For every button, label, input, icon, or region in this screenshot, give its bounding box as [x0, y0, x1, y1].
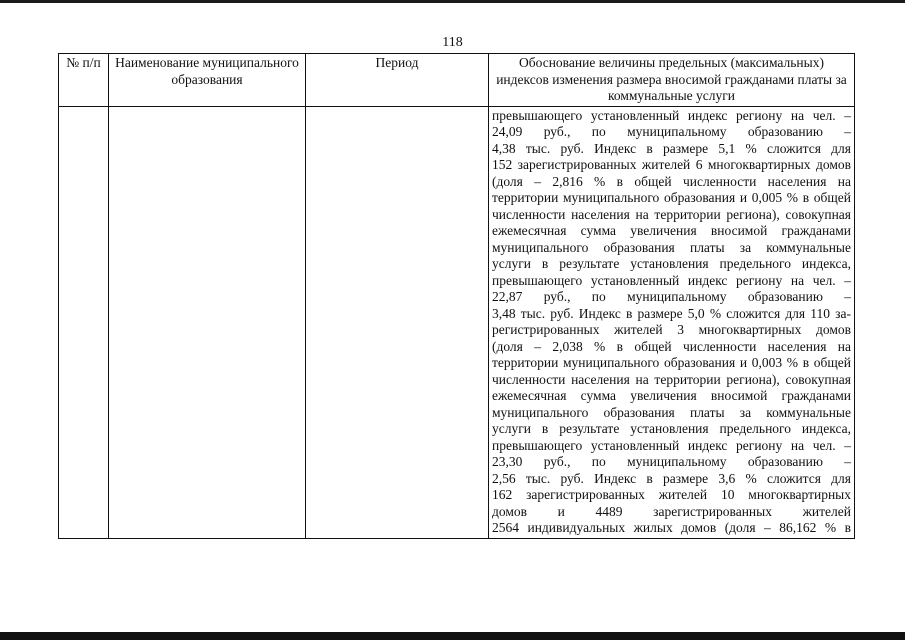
text-line: превышающего установленный индекс региону на чел. –	[492, 272, 851, 288]
table-header-row	[59, 54, 855, 107]
cell-period	[306, 106, 489, 538]
text-line: 4,38 тыс. руб. Индекс в размере 5,1 % сложится для	[492, 140, 851, 156]
text-line: 24,09 руб., по муниципальному образованию –	[492, 124, 851, 139]
text-line: 2,56 тыс. руб. Индекс в размере 3,6 % сложится для	[492, 470, 851, 486]
text-line: территории муниципального образования и 0,005 % в общей	[492, 190, 851, 205]
text-line: 22,87 руб., по муниципальному образованию –	[492, 289, 851, 304]
text-line: территории муниципального образования и 0,003 % в общей	[492, 355, 851, 370]
text-line: численности населения на территории региона), совокупная	[492, 206, 851, 222]
justification-table	[58, 53, 855, 539]
text-line: (доля – 2,038 % в общей численности населения на	[492, 338, 851, 354]
text-line: (доля – 2,816 % в общей численности населения на	[492, 173, 851, 189]
text-line: услуги в результате установления предельного индекса,	[492, 421, 851, 436]
text-line: муниципального образования платы за коммунальные	[492, 404, 851, 420]
text-line: ежемесячная сумма увеличения вносимой гражданами	[492, 388, 851, 403]
text-line: регистрированных жителей 3 многоквартирных домов	[492, 322, 851, 337]
text-line: 3,48 тыс. руб. Индекс в размере 5,0 % сложится для 110 за-	[492, 305, 851, 321]
cell-municipality-name	[109, 106, 306, 538]
cell-justification-text	[489, 106, 855, 538]
scan-bottom-edge	[0, 632, 905, 640]
text-line: ежемесячная сумма увеличения вносимой гражданами	[492, 223, 851, 238]
cell-number	[59, 106, 109, 538]
text-line: 2564 индивидуальных жилых домов (доля – 86,162 % в	[492, 520, 851, 535]
text-line: услуги в результате установления предельного индекса,	[492, 256, 851, 271]
text-line: численности населения на территории региона), совокупная	[492, 371, 851, 387]
text-line: превышающего установленный индекс региону на чел. –	[492, 107, 851, 123]
header-period: Период	[306, 54, 489, 107]
text-line: 23,30 руб., по муниципальному образованию –	[492, 454, 851, 469]
text-line: муниципального образования платы за коммунальные	[492, 239, 851, 255]
text-line: 162 зарегистрированных жителей 10 многоквартирных	[492, 487, 851, 502]
text-line: домов и 4489 зарегистрированных жителей	[492, 503, 851, 519]
header-justification: Обоснование величины предельных (максимальных) индексов изменения размера вносимой гражданами платы за коммунальные услуги	[489, 54, 855, 107]
header-number: № п/п	[59, 54, 109, 107]
table-row	[59, 106, 855, 538]
text-line: превышающего установленный индекс региону на чел. –	[492, 437, 851, 453]
text-line: 152 зарегистрированных жителей 6 многоквартирных домов	[492, 157, 851, 172]
page-number: 118	[442, 35, 463, 50]
scan-top-edge	[0, 0, 905, 3]
header-municipality-name: Наименование муниципального образования	[109, 54, 306, 107]
